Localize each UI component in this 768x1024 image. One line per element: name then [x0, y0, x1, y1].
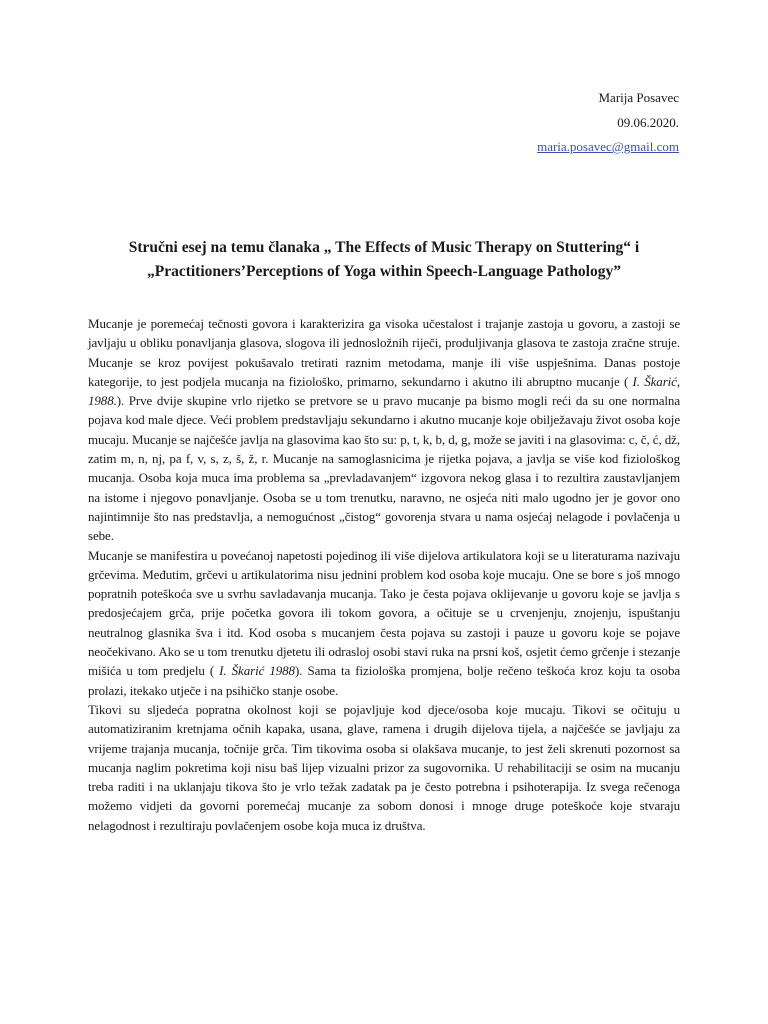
citation: I. Škarić 1988	[219, 663, 295, 679]
paragraph-1-text-b: ). Prve dvije skupine vrlo rijetko se pretvore se u pravo mucanje pa bismo mogli reći da su one normalna pojava kod male djece. Veći problem predstavljaju sekundarno i akutno mucanje koje obilježavaju život osoba koje mucaju. Mucanje se najčešće javlja na glasovima kao što su: p, t, k, b, d, g, može se javiti i na glasovima: c, č, ć, dž, zatim m, n, nj, pa f, v, s, z, š, ž, r. Mucanje na samoglasnicima je rijetka pojava, a javlja se više kod fiziološkog mucanja. Osoba koja muca ima problema sa „prevladavanjem“ izgovora nekog glasa i to rezultira zaustavljanjem na istome i njegovo ponavljanje. Osoba se u tom trenutku, naravno, ne osjeća niti malo ugodno jer je govor ono najintimnije što nas predstavlja, a nemogućnost „čistog“ govorenja stvara u nama osjećaj nelagode i povlačenja u sebe.	[88, 393, 680, 544]
document-date: 09.06.2020.	[617, 114, 679, 130]
paragraph-2-text-b: ). Sama ta fiziološka promjena, bolje rečeno teškoća kroz koju ta osoba prolazi, itekako utječe i na psihičko stanje osobe.	[88, 663, 681, 698]
author-block	[537, 86, 679, 160]
email-link[interactable]: maria.posavec@gmail.com	[537, 139, 679, 154]
citation: I. Škarić, 1988.	[88, 373, 680, 409]
paragraph-2-text-a: Mucanje se manifestira u povećanoj napetosti pojedinog ili više dijelova artikulatora koji se u literaturama nazivaju grčevima. Međutim, grčevi u artikulatorima nisu jednini problem kod osoba koje mucaju. One se bore s još mnogo popratnih poteškoća sve u svrhu savladavanja mucanja. Tako je česta pojava oklijevanje u govoru koje se javlja s predosjećajem grča, prije početka govora ili tokom govora, a očituje se u crvenjenju, znojenju, ispuštanju neutralnog glasnika šva i itd. Kod osoba s mucanjem česta pojava su zastoji i pauze u govoru koje se pojave neočekivano. Ako se u tom trenutku djetetu ili odrasloj osobi stavi ruka na prsni koš, osjetit ćemo grčenje i stezanje mišića u tom predjelu (	[88, 547, 680, 679]
paragraph-1	[88, 314, 680, 546]
title-line-2: „Practitioners’Perceptions of Yoga within Speech-Language Pathology”	[146, 263, 621, 280]
author-name: Marija Posavec	[598, 90, 679, 105]
essay-body	[88, 314, 680, 835]
paragraph-1-text-a: Mucanje je poremećaj tečnosti govora i karakterizira ga visoka učestalost i trajanje zastoja u govoru, a zastoji se javljaju u obliku ponavljanja glasova, slogova ili jednosložnih riječi, produljivanja glasova te zastoja zračne struje. Mucanje se kroz povijest pokušavalo tretirati raznim metodama, manje ili više uspješnima. Danas postoje kategorije, to jest podjela mucanja na fiziološko, primarno, sekundarno i akutno ili abruptno mucanje (	[88, 316, 680, 389]
paragraph-2	[88, 546, 680, 700]
paragraph-3: Tikovi su sljedeća popratna okolnost koji se pojavljuje kod djece/osoba koje mucaju. Tikovi se očituju u automatiziranim kretnjama očnih kapaka, usana, glave, ramena i drugih dijelova tijela, a najčešće se javljaju za vrijeme trajanja mucanja, točnije grča. Tim tikovima osoba si olakšava mucanje, to jest želi skrenuti pozornost sa mucanja naglim pokretima koji nisu baš lijep vizualni prizor za sugovornika. U rehabilitaciji se osim na mucanju treba raditi i na uklanjaju tikova što je vrlo težak zadatak pa je često potrebna i psihoterapija. Iz svega rečenoga možemo vidjeti da govorni poremećaj mucanje za sobom donosi i mnoge druge poteškoće koje stvaraju nelagodnost i rezultiraju povlačenjem osobe koja muca iz društva.	[88, 701, 680, 833]
essay-title	[60, 236, 708, 284]
title-line-1: Stručni esej na temu članaka „ The Effects of Music Therapy on Stuttering“ i	[128, 239, 640, 256]
